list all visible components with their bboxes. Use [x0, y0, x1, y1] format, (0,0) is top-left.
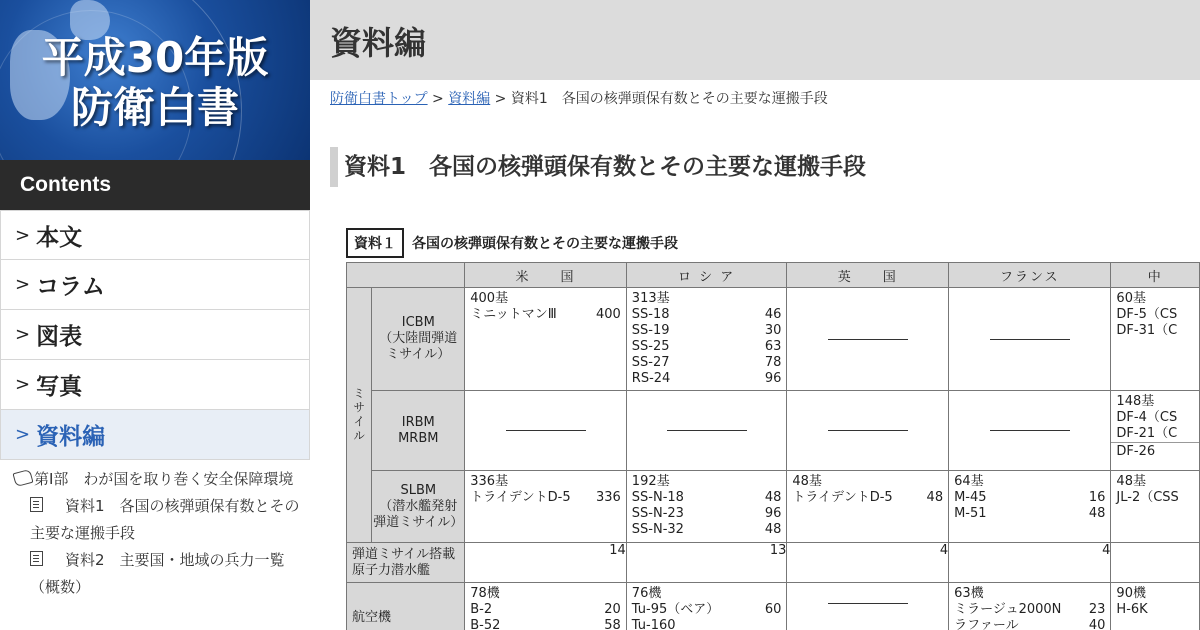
cell-total: 48基 [1116, 474, 1146, 489]
row-group-missile: ミサイル [347, 288, 372, 543]
section-header [310, 0, 1200, 80]
cell-item [954, 602, 1105, 618]
item-name: SS-19 [631, 323, 670, 338]
item-name: DF-21（C [1116, 426, 1178, 441]
item-name: Tu-95（ベア） [631, 602, 720, 617]
figure-title: 各国の核弾頭保有数とその主要な運搬手段 [412, 236, 678, 252]
breadcrumb-section-link[interactable]: 資料編 [448, 91, 491, 107]
cell-item [1116, 490, 1194, 506]
sidebar-item-photos[interactable] [0, 360, 310, 410]
column-header-china: 中 [1111, 263, 1200, 288]
sidebar-item-label: コラム [36, 274, 105, 300]
cell-item [632, 522, 782, 538]
cell-total: 76機 [631, 586, 662, 601]
cell-item [632, 506, 782, 522]
item-name: トライデントD-5 [792, 490, 893, 505]
cell-item [954, 506, 1105, 522]
document-icon [30, 497, 43, 512]
item-name: DF-26 [1116, 444, 1156, 459]
cell-irbm-us [465, 391, 627, 471]
page-title-block [330, 147, 866, 187]
contents-heading: Contents [0, 160, 310, 210]
cell-item [632, 323, 782, 339]
item-name: SS-N-23 [631, 506, 684, 521]
sidebar-item-label: 写真 [36, 374, 83, 400]
logo-title-year: 平成30年版 [41, 33, 269, 82]
cell-ssbn-russia: 13 [626, 543, 787, 583]
cell-item [1116, 602, 1194, 618]
item-name: M-45 [954, 490, 987, 505]
item-name: ミニットマンⅢ [470, 307, 557, 322]
cell-item [470, 618, 621, 630]
column-header-russia: ロ シ ア [626, 263, 787, 288]
cell-total: 148基 [1116, 394, 1155, 409]
column-header-uk: 英 国 [787, 263, 949, 288]
item-count: 96 [764, 371, 782, 386]
row-header-slbm [372, 471, 465, 543]
cell-ssbn-china [1111, 543, 1200, 583]
cell-total: 64基 [954, 474, 984, 489]
item-count: 20 [604, 602, 621, 617]
cell-item [632, 307, 782, 323]
row-header-line: 弾道ミサイル） [373, 514, 464, 530]
cell-icbm-uk [787, 288, 949, 391]
cell-icbm-france [949, 288, 1111, 391]
item-count: 60 [764, 602, 782, 617]
item-name: DF-5（CS [1116, 307, 1178, 322]
cell-ssbn-france: 4 [949, 543, 1111, 583]
cell-ssbn-uk: 4 [787, 543, 949, 583]
row-header-line: 航空機 [352, 609, 392, 625]
cell-item [1116, 307, 1194, 323]
row-header-line: IRBM [401, 414, 435, 430]
item-count: 48 [764, 522, 782, 537]
cell-item [632, 602, 782, 618]
open-book-icon [12, 469, 33, 487]
cell-irbm-uk [787, 391, 949, 471]
cell-slbm-uk [787, 471, 949, 543]
item-count: 16 [1088, 490, 1106, 505]
item-name: B-52 [470, 618, 501, 630]
cell-total: 400基 [470, 291, 509, 306]
row-header-line: 弾道ミサイル搭載 [352, 546, 456, 562]
row-header-irbm [372, 391, 465, 471]
sidebar-item-label: 本文 [36, 224, 83, 251]
cell-slbm-china [1111, 471, 1200, 543]
item-count: 96 [764, 506, 782, 521]
item-count: 48 [1088, 506, 1106, 521]
item-name: ラファール [954, 618, 1019, 630]
section-title: 資料編 [330, 24, 427, 62]
chevron-right-icon: > [15, 374, 31, 395]
empty-cell-dash [627, 430, 787, 431]
row-header-aircraft [347, 583, 465, 630]
item-name: RS-24 [631, 371, 671, 386]
item-count: 58 [604, 618, 621, 630]
page-title: 資料1 各国の核弾頭保有数とその主要な運搬手段 [344, 154, 867, 180]
cell-total: 313基 [631, 291, 670, 306]
cell-item [470, 602, 621, 618]
table-corner-cell [347, 263, 465, 288]
cell-irbm-china [1111, 391, 1200, 471]
subnav-item-label: 資料2 主要国・地域の兵力一覧（概数） [30, 551, 285, 596]
cell-total: 78機 [470, 586, 500, 601]
cell-total: 60基 [1116, 291, 1146, 306]
cell-item [632, 339, 782, 355]
item-name: H-6K [1116, 602, 1148, 617]
breadcrumb [330, 88, 828, 108]
cell-slbm-us [465, 471, 627, 543]
cell-aircraft-us [465, 583, 627, 630]
cell-item [1116, 323, 1194, 339]
chevron-right-icon: > [15, 324, 31, 345]
sidebar-item-figures[interactable] [0, 310, 310, 360]
item-name: DF-31（C [1116, 323, 1178, 338]
cell-aircraft-china [1111, 583, 1200, 630]
item-count: 46 [764, 307, 782, 322]
item-name: SS-N-32 [631, 522, 684, 537]
item-name: ミラージュ2000N [954, 602, 1062, 617]
breadcrumb-home-link[interactable]: 防衛白書トップ [330, 91, 428, 107]
item-name: DF-4（CS [1116, 410, 1178, 425]
sidebar-item-main-text[interactable] [0, 210, 310, 260]
item-count: 400 [595, 307, 621, 322]
sidebar [0, 0, 310, 630]
cell-ssbn-us: 14 [465, 543, 627, 583]
cell-icbm-china [1111, 288, 1200, 391]
cell-icbm-russia [626, 288, 787, 391]
item-count: 30 [764, 323, 782, 338]
row-header-line: ミサイル） [386, 347, 451, 362]
cell-total: 90機 [1116, 586, 1146, 601]
cell-item [1116, 410, 1194, 426]
item-name: B-2 [470, 602, 493, 617]
cell-total: 336基 [470, 474, 509, 489]
cell-item [1116, 426, 1194, 442]
subnav-item-label: 資料1 各国の核弾頭保有数とその主要な運搬手段 [30, 497, 300, 542]
item-name: SS-25 [631, 339, 670, 354]
item-name: JL-2（CSS [1116, 490, 1179, 505]
row-header-line: ICBM [401, 315, 435, 330]
breadcrumb-separator: > [490, 91, 511, 107]
item-count: 40 [1088, 618, 1106, 630]
cell-item [632, 490, 782, 506]
cell-total: 63機 [954, 586, 984, 601]
item-name: トライデントD-5 [470, 490, 571, 505]
subnav-item[interactable] [0, 493, 310, 547]
cell-slbm-france [949, 471, 1111, 543]
cell-item [470, 490, 621, 506]
cell-irbm-russia [626, 391, 787, 471]
cell-total: 192基 [631, 474, 670, 489]
chevron-right-icon: > [15, 424, 31, 445]
column-header-france: フランス [949, 263, 1111, 288]
cell-total: 48基 [792, 474, 822, 489]
cell-item [632, 355, 782, 371]
row-header-line: （潜水艦発射 [379, 498, 458, 514]
subnav-part[interactable] [0, 466, 310, 493]
breadcrumb-separator: > [427, 91, 449, 107]
row-header-line: 原子力潜水艦 [352, 562, 431, 578]
item-count: 48 [926, 490, 944, 505]
sidebar-item-label: 図表 [36, 324, 83, 350]
row-header-line: （大陸間弾道 [379, 331, 458, 346]
sidebar-item-label: 資料編 [36, 424, 106, 450]
column-header-us: 米 国 [465, 263, 627, 288]
chevron-right-icon: > [15, 224, 31, 246]
nuclear-warheads-table [346, 262, 1200, 630]
row-header-ssbn [347, 543, 465, 583]
figure-caption [346, 228, 678, 258]
site-logo[interactable] [0, 0, 310, 160]
cell-item [1111, 442, 1199, 460]
cell-item [632, 618, 782, 630]
item-count: 23 [1088, 602, 1106, 617]
cell-aircraft-russia [626, 583, 787, 630]
cell-item [954, 490, 1105, 506]
cell-aircraft-france [949, 583, 1111, 630]
cell-item [470, 307, 621, 323]
item-name: M-51 [954, 506, 987, 521]
empty-cell-dash [787, 583, 948, 623]
empty-cell-dash [465, 430, 626, 431]
item-name: SS-18 [631, 307, 670, 322]
cell-aircraft-uk [787, 583, 949, 630]
cell-item [632, 371, 782, 387]
item-count: 48 [764, 490, 782, 505]
empty-cell-dash [787, 339, 948, 340]
empty-cell-dash [949, 430, 1110, 431]
item-count: 336 [595, 490, 621, 505]
sidebar-item-column[interactable] [0, 260, 310, 310]
sidebar-subnav [0, 466, 310, 601]
subnav-item[interactable] [0, 547, 310, 601]
cell-item [792, 490, 943, 506]
sidebar-nav [0, 210, 310, 460]
cell-irbm-france [949, 391, 1111, 471]
cell-icbm-us [465, 288, 627, 391]
main-content [310, 0, 1200, 630]
item-count: 78 [764, 355, 782, 370]
item-name: SS-27 [631, 355, 670, 370]
empty-cell-dash [949, 339, 1110, 340]
document-icon [30, 551, 43, 566]
sidebar-item-reference[interactable] [0, 410, 310, 460]
row-header-icbm [372, 288, 465, 391]
cell-item [954, 618, 1105, 630]
figure-number: 資料１ [346, 228, 404, 258]
row-header-line: SLBM [400, 482, 437, 498]
item-name: Tu-160 [631, 618, 676, 630]
row-header-line: MRBM [398, 430, 439, 446]
item-name: SS-N-18 [631, 490, 684, 505]
cell-slbm-russia [626, 471, 787, 543]
logo-title-name: 防衛白書 [70, 83, 239, 132]
item-count: 63 [764, 339, 782, 354]
subnav-part-label: 第Ⅰ部 わが国を取り巻く安全保障環境 [34, 470, 294, 488]
empty-cell-dash [787, 430, 948, 431]
chevron-right-icon: > [15, 274, 31, 295]
breadcrumb-current: 資料1 各国の核弾頭保有数とその主要な運搬手段 [510, 91, 828, 107]
